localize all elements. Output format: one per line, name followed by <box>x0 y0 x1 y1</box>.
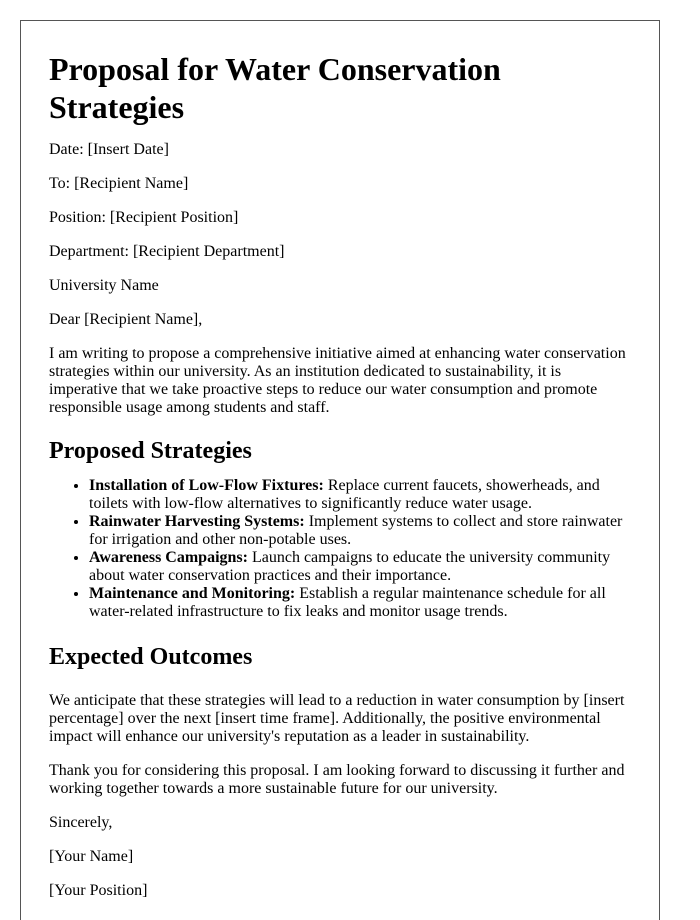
list-item <box>89 585 631 621</box>
strategy-term: Installation of Low-Flow Fixtures: <box>89 477 324 494</box>
strategy-text: Launch campaigns to educate the university community about water conservation practices and their importance. <box>89 549 611 584</box>
list-item <box>89 477 631 513</box>
closing-paragraph: Thank you for considering this proposal. I am looking forward to discussing it further and working together towards a more sustainable future for our university. <box>49 762 625 797</box>
sign-off: Sincerely, <box>49 814 113 831</box>
strategy-term: Maintenance and Monitoring: <box>89 585 296 602</box>
intro-paragraph: I am writing to propose a comprehensive initiative aimed at enhancing water conservation strategies within our university. As an institution dedicated to sustainability, it is imperative that we take proactive steps to reduce our water consumption and promote responsible usage among students and staff. <box>49 345 626 416</box>
department-line: Department: [Recipient Department] <box>49 243 285 260</box>
salutation: Dear [Recipient Name], <box>49 311 203 328</box>
strategies-heading: Proposed Strategies <box>49 438 252 464</box>
list-item <box>89 549 631 585</box>
signature-position: [Your Position] <box>49 882 148 899</box>
position-line: Position: [Recipient Position] <box>49 209 239 226</box>
strategy-text: Establish a regular maintenance schedule for all water-related infrastructure to fix leaks and monitor usage trends. <box>89 585 606 620</box>
strategy-term: Rainwater Harvesting Systems: <box>89 513 305 530</box>
document-title: Proposal for Water Conservation Strategies <box>49 51 501 125</box>
signature-name: [Your Name] <box>49 848 134 865</box>
strategies-list <box>49 477 631 621</box>
strategy-term: Awareness Campaigns: <box>89 549 248 566</box>
list-item <box>89 513 631 549</box>
strategy-text: Replace current faucets, showerheads, and toilets with low-flow alternatives to significantly reduce water usage. <box>89 477 600 512</box>
university-line: University Name <box>49 277 159 294</box>
outcomes-heading: Expected Outcomes <box>49 644 253 670</box>
outcomes-paragraph: We anticipate that these strategies will lead to a reduction in water consumption by [insert percentage] over the next [insert time frame]. Additionally, the positive environmental impact will enhance our university's reputation as a leader in sustainability. <box>49 692 625 745</box>
letter-page <box>20 20 660 920</box>
strategy-text: Implement systems to collect and store rainwater for irrigation and other non-potable uses. <box>89 513 623 548</box>
recipient-line: To: [Recipient Name] <box>49 175 189 192</box>
date-line: Date: [Insert Date] <box>49 141 169 158</box>
